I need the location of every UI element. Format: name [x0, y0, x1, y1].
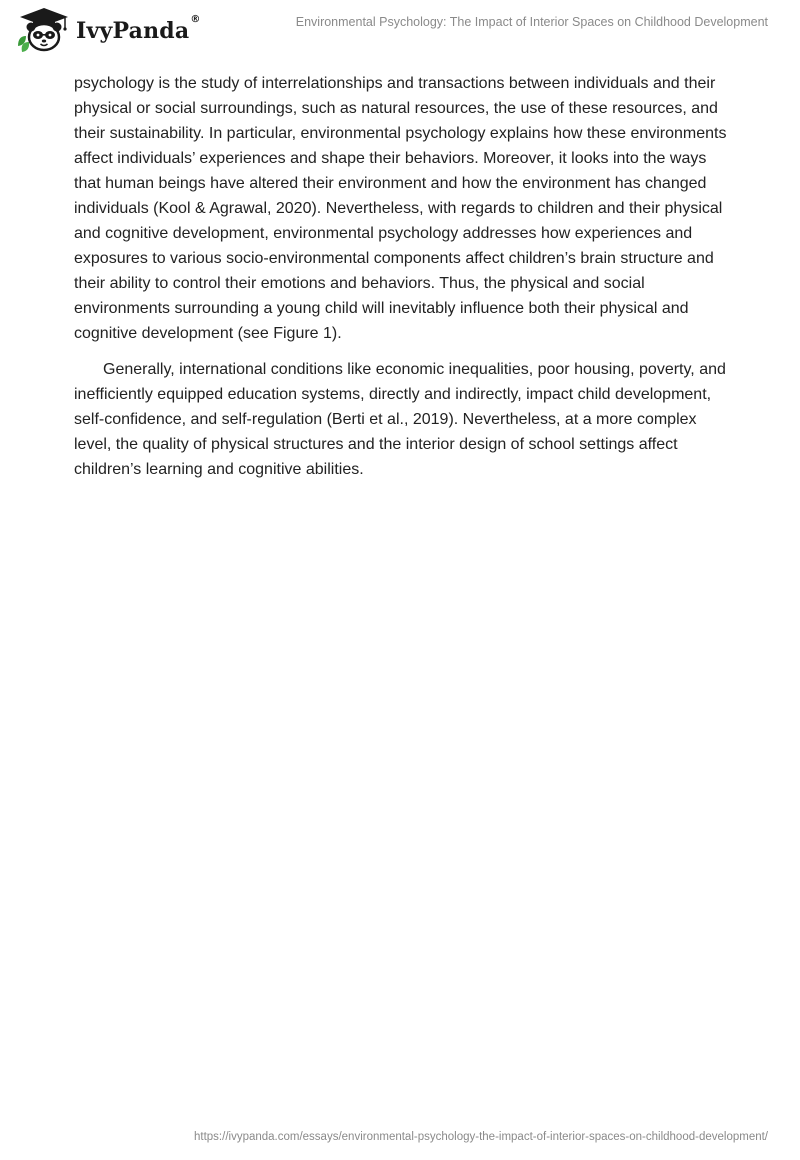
essay-body — [74, 71, 734, 493]
paragraph-1: psychology is the study of interrelationships and transactions between individuals and their physical or social surroundings, such as natural resources, the use of these resources, and their sustainability. In particular, environmental psychology explains how these environments affect individuals’ experiences and shape their behaviors. Moreover, it looks into the ways that human beings have altered their environment and how the environment has changed individuals (Kool & Agrawal, 2020). Nevertheless, with regards to children and their physical and cognitive development, environmental psychology addresses how experiences and exposures to various socio-environmental components affect children’s brain structure and their ability to control their emotions and behaviors. Thus, the physical and social environments surrounding a young child will inevitably influence both their physical and cognitive development (see Figure 1). — [74, 75, 727, 342]
panda-graduate-icon — [14, 6, 74, 54]
paragraph-2: Generally, international conditions like economic inequalities, poor housing, poverty, and inefficiently equipped education systems, directly and indirectly, impact child development, self-confidence, and self-regulation (Berti et al., 2019). Nevertheless, at a more complex level, the quality of physical structures and the interior design of school settings affect children’s learning and cognitive abilities. — [74, 361, 726, 478]
brand-name: IvyPanda® — [76, 14, 201, 44]
registered-mark: ® — [190, 14, 201, 25]
ivypanda-logo[interactable] — [14, 6, 201, 54]
source-url-link[interactable]: https://ivypanda.com/essays/environmental-psychology-the-impact-of-interior-spaces-on-childhood-development/ — [194, 1131, 768, 1143]
page-header — [0, 0, 800, 70]
document-title: Environmental Psychology: The Impact of Interior Spaces on Childhood Development — [295, 15, 768, 29]
